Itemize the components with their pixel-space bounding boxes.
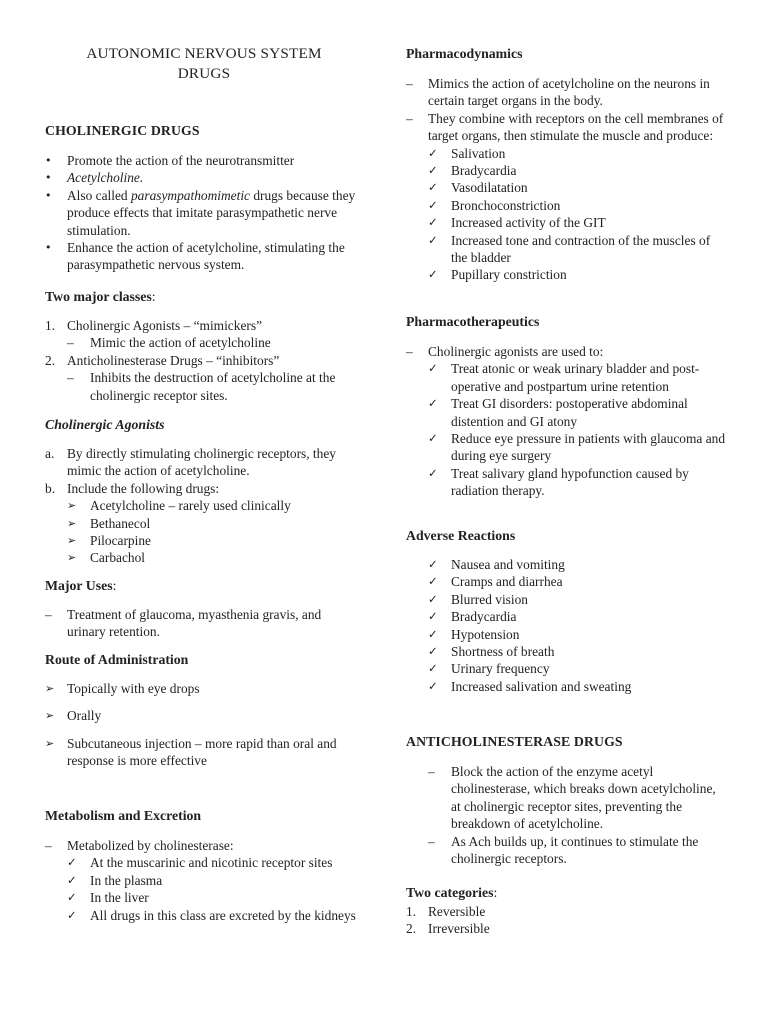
list-item: ✓ Salivation (428, 145, 506, 161)
list-item: ✓ Bradycardia (428, 163, 517, 179)
check-icon: ✓ (428, 661, 438, 676)
list-item: 1. Cholinergic Agonists – “mimickers” (45, 318, 263, 333)
list-item: ✓ Bradycardia (428, 609, 517, 625)
cholinergic-bullet-list (45, 152, 363, 274)
check-icon: ✓ (428, 465, 438, 480)
adverse-reactions-heading: Adverse Reactions (406, 528, 516, 543)
check-icon: ✓ (428, 591, 438, 606)
check-icon: ✓ (428, 361, 438, 376)
list-item: a. By directly stimulating cholinergic receptors, they mimic the action of acetylcholine. (45, 446, 336, 479)
list-item: ✓ Increased salivation and sweating (428, 678, 632, 694)
check-icon: ✓ (428, 197, 438, 212)
check-icon: ✓ (428, 163, 438, 178)
list-item: • Enhance the action of acetylcholine, stimulating the parasympathetic nervous system. (45, 240, 345, 273)
pharmacotherapeutics-heading: Pharmacotherapeutics (406, 314, 540, 329)
list-item: ✓ At the muscarinic and nicotinic receptor sites (67, 855, 333, 871)
list-item: ✓ Hypotension (428, 626, 520, 642)
list-item: ✓ Increased activity of the GIT (428, 215, 606, 231)
classes-list (45, 317, 363, 404)
bullet-icon: • (45, 241, 52, 255)
two-categories-heading: Two categories: (406, 885, 498, 900)
list-item: ✓ Increased tone and contraction of the muscles of the bladder (428, 232, 711, 266)
list-item: ➢ Acetylcholine – rarely used clinically (67, 498, 291, 514)
check-icon: ✓ (67, 907, 77, 922)
list-item: – Cholinergic agonists are used to: (406, 344, 604, 359)
arrow-bullet-icon: ➢ (45, 682, 55, 695)
check-icon: ✓ (428, 145, 438, 160)
list-item: – Treatment of glaucoma, myasthenia gravis, and urinary retention. (45, 607, 322, 640)
list-item: ✓ Shortness of breath (428, 644, 555, 660)
adverse-reactions-list (406, 556, 728, 695)
list-item: – Inhibits the destruction of acetylcholine at the cholinergic receptor sites. (67, 370, 336, 403)
list-item: ✓ Reduce eye pressure in patients with glaucoma and during eye surgery (428, 431, 726, 464)
check-icon: ✓ (428, 644, 438, 659)
list-item: 1. Reversible (406, 904, 486, 919)
list-item: ✓ Nausea and vomiting (428, 557, 565, 572)
list-item: ➢ Bethanecol (67, 515, 151, 531)
arrow-bullet-icon: ➢ (67, 534, 77, 548)
pharmacodynamics-heading: Pharmacodynamics (406, 46, 523, 61)
list-item: – Mimic the action of acetylcholine (67, 335, 271, 351)
list-item: ✓ Bronchoconstriction (428, 197, 561, 213)
list-item: ✓ Urinary frequency (428, 661, 550, 677)
list-item: b. Include the following drugs: (45, 480, 220, 496)
check-icon: ✓ (428, 180, 438, 195)
arrow-bullet-icon: ➢ (67, 551, 77, 565)
arrow-bullet-icon: ➢ (45, 736, 55, 750)
list-item: ✓ All drugs in this class are excreted by the kidneys (67, 907, 356, 923)
arrow-bullet-icon: ➢ (67, 516, 77, 530)
list-item: 2. Anticholinesterase Drugs – “inhibitors” (45, 352, 280, 368)
route-list (45, 680, 363, 770)
list-item: ➢ Topically with eye drops (45, 681, 200, 696)
check-icon: ✓ (428, 678, 438, 693)
categories-list (406, 903, 728, 938)
agonists-list (45, 445, 363, 567)
bullet-icon: • (45, 171, 52, 185)
arrow-bullet-icon: ➢ (45, 709, 55, 723)
check-icon: ✓ (428, 626, 438, 641)
check-icon: ✓ (428, 215, 438, 230)
check-icon: ✓ (428, 557, 438, 571)
document-title: AUTONOMIC NERVOUS SYSTEM DRUGS (86, 45, 322, 82)
list-item: – As Ach builds up, it continues to stimulate the cholinergic receptors. (428, 833, 699, 867)
list-item: ➢ Pilocarpine (67, 533, 151, 549)
list-item: • Promote the action of the neurotransmitter (45, 153, 295, 168)
check-icon: ✓ (428, 574, 438, 589)
list-item: ✓ In the liver (67, 890, 149, 906)
list-item: ✓ Treat GI disorders: postoperative abdominal distention and GI atony (428, 396, 688, 429)
major-uses-heading: Major Uses: (45, 578, 117, 593)
anticholinesterase-list (406, 763, 728, 867)
two-major-classes-heading: Two major classes: (45, 289, 156, 304)
list-item: ➢ Orally (45, 708, 102, 724)
metabolism-heading: Metabolism and Excretion (45, 808, 202, 823)
arrow-bullet-icon: ➢ (67, 499, 77, 513)
check-icon: ✓ (67, 855, 77, 870)
check-icon: ✓ (428, 232, 438, 247)
pharmacodynamics-list (406, 75, 728, 284)
major-uses-list (45, 606, 363, 641)
list-item: ➢ Carbachol (67, 550, 146, 566)
list-item: – Block the action of the enzyme acetyl cholinesterase, which breaks down acetylcholine, at cholinergic receptor sites, preventing the breakdown of acetylcholine. (428, 764, 716, 832)
list-item: – They combine with receptors on the cell membranes of target organs, then stimulate the muscle and produce: (406, 110, 724, 144)
list-item: • Acetylcholine. (45, 170, 144, 186)
check-icon: ✓ (67, 872, 77, 887)
list-item: ✓ Treat atonic or weak urinary bladder and post- operative and postpartum urine retention (428, 361, 700, 394)
list-item: ✓ Pupillary constriction (428, 267, 567, 283)
list-item: ✓ Treat salivary gland hypofunction caused by radiation therapy. (428, 465, 689, 499)
route-heading: Route of Administration (45, 652, 189, 667)
list-item: ✓ Blurred vision (428, 591, 528, 607)
check-icon: ✓ (428, 431, 438, 446)
list-item: – Metabolized by cholinesterase: (45, 838, 234, 853)
bullet-icon: • (45, 188, 52, 202)
cholinergic-agonists-heading: Cholinergic Agonists (45, 417, 165, 432)
cholinergic-drugs-heading: CHOLINERGIC DRUGS (45, 123, 200, 138)
list-item: – Mimics the action of acetylcholine on the neurons in certain target organs in the body. (406, 76, 710, 109)
check-icon: ✓ (428, 396, 438, 411)
list-item: ✓ In the plasma (67, 872, 163, 888)
pharmacotherapeutics-list (406, 343, 728, 500)
anticholinesterase-heading: ANTICHOLINESTERASE DRUGS (406, 734, 623, 749)
metabolism-list (45, 837, 363, 924)
list-item: 2. Irreversible (406, 921, 490, 937)
check-icon: ✓ (428, 267, 438, 282)
bullet-icon: • (45, 154, 52, 167)
list-item: ✓ Vasodilatation (428, 180, 528, 196)
list-item: • Also called parasympathomimetic drugs because they produce effects that imitate parasympathetic nerve stimulation. (45, 187, 356, 238)
list-item: ✓ Cramps and diarrhea (428, 574, 563, 590)
check-icon: ✓ (428, 609, 438, 624)
list-item: ➢ Subcutaneous injection – more rapid than oral and response is more effective (45, 735, 337, 769)
check-icon: ✓ (67, 890, 77, 905)
